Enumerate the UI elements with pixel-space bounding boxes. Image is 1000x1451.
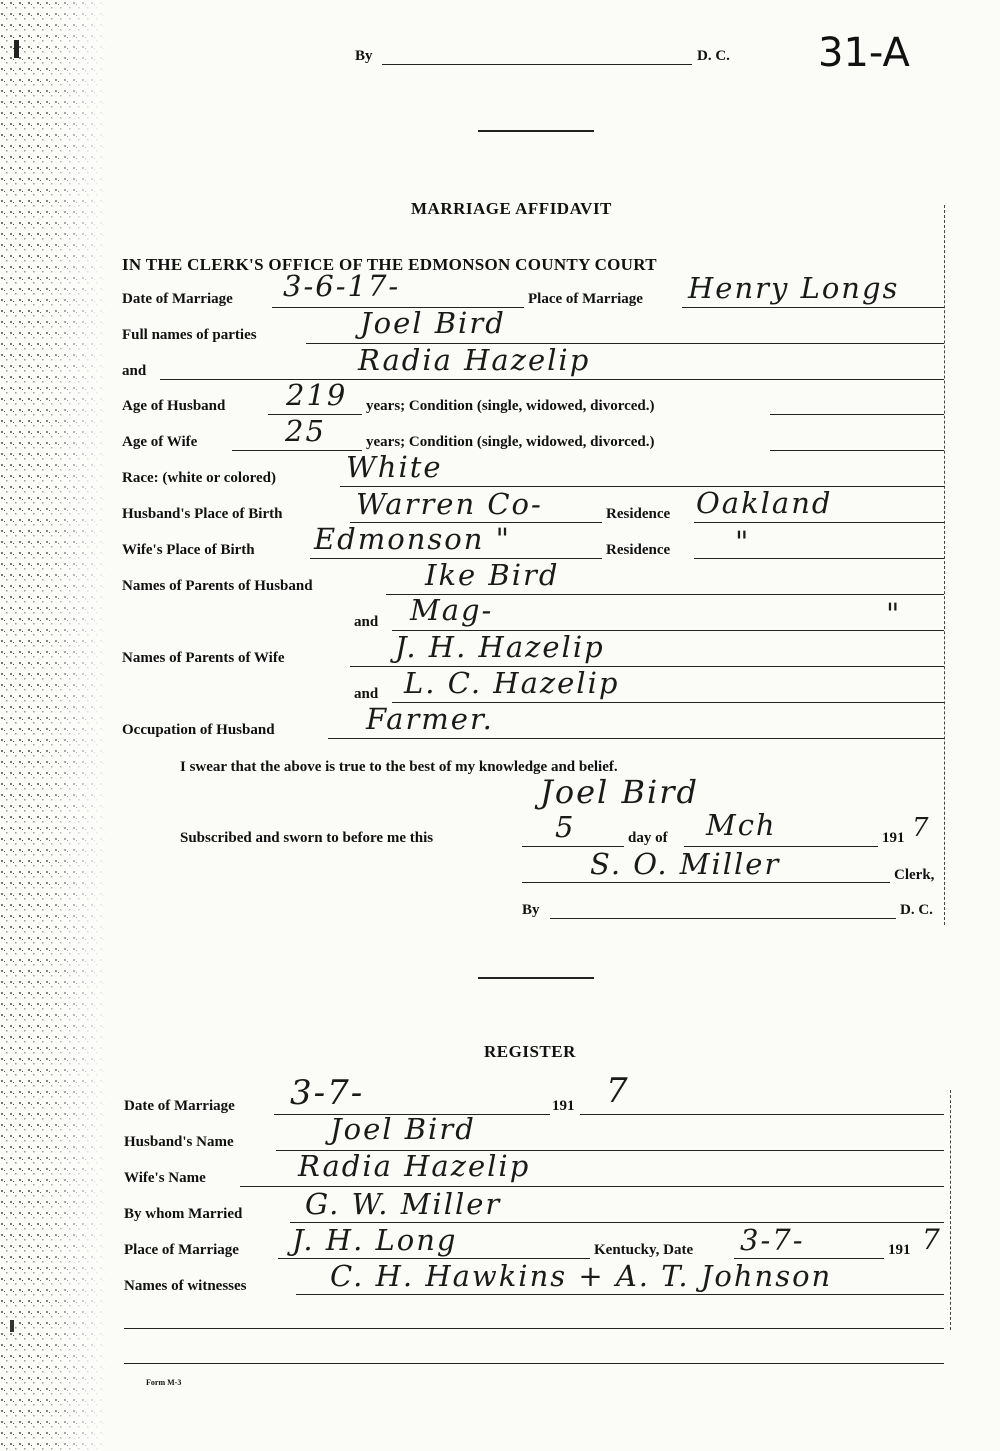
header-divider bbox=[478, 130, 594, 132]
value-register-year-digit: 7 bbox=[606, 1071, 630, 1111]
value-register-kentucky-date: 3-7- bbox=[740, 1223, 805, 1257]
value-wife-mother: L. C. Hazelip bbox=[404, 666, 620, 700]
clerk-signature: S. O. Miller bbox=[590, 847, 781, 881]
label-place-of-marriage: Place of Marriage bbox=[528, 291, 643, 307]
label-year-prefix: 191 bbox=[882, 830, 905, 846]
label-and-wife-mother: and bbox=[354, 686, 379, 702]
label-date-of-marriage: Date of Marriage bbox=[122, 291, 233, 307]
label-register-by-whom: By whom Married bbox=[124, 1206, 243, 1222]
line-wife-residence bbox=[694, 558, 944, 559]
value-register-wife: Radia Hazelip bbox=[298, 1149, 531, 1183]
line-blank-2 bbox=[124, 1363, 944, 1364]
line-husband-residence bbox=[694, 522, 944, 523]
value-occupation: Farmer. bbox=[366, 702, 494, 736]
value-race: White bbox=[346, 450, 443, 484]
line-witnesses bbox=[296, 1294, 944, 1295]
value-register-husband: Joel Bird bbox=[330, 1112, 476, 1146]
label-and-wife: and bbox=[122, 363, 147, 379]
value-place-of-marriage: Henry Longs bbox=[688, 271, 900, 305]
value-husband-father: Ike Bird bbox=[425, 558, 560, 592]
value-husband-residence: Oakland bbox=[696, 486, 833, 520]
line-blank-1 bbox=[124, 1328, 944, 1329]
line-occupation bbox=[328, 738, 944, 739]
label-parents-husband: Names of Parents of Husband bbox=[122, 578, 313, 594]
label-day-of: day of bbox=[628, 830, 668, 846]
form-number: Form M-3 bbox=[146, 1378, 182, 1387]
value-husband-mother: Mag- bbox=[410, 593, 494, 627]
label-register-husband: Husband's Name bbox=[124, 1134, 234, 1150]
value-husband-mother-note: " bbox=[886, 597, 902, 631]
line-age-wife bbox=[232, 450, 362, 451]
value-sworn-year-digit: 7 bbox=[912, 813, 931, 843]
scan-edge-noise bbox=[0, 0, 110, 1451]
value-wife-residence: " bbox=[735, 525, 751, 559]
value-register-date: 3-7- bbox=[290, 1073, 365, 1113]
label-kentucky-date: Kentucky, Date bbox=[594, 1242, 694, 1258]
label-register-year: 191 bbox=[552, 1098, 575, 1114]
court-heading: IN THE CLERK'S OFFICE OF THE EDMONSON COUNTY COURT bbox=[122, 255, 657, 274]
label-condition-husband: years; Condition (single, widowed, divorced.) bbox=[366, 398, 655, 414]
label-age-wife: Age of Wife bbox=[122, 434, 198, 450]
value-sworn-month: Mch bbox=[706, 808, 777, 842]
line-clerk bbox=[522, 882, 890, 883]
label-race: Race: (white or colored) bbox=[122, 470, 276, 486]
oath-text: I swear that the above is true to the best of my knowledge and belief. bbox=[180, 759, 618, 775]
header-by-label: By bbox=[355, 48, 373, 64]
value-sworn-day: 5 bbox=[555, 810, 576, 844]
value-wife-birth: Edmonson " bbox=[314, 522, 511, 556]
label-occupation: Occupation of Husband bbox=[122, 722, 275, 738]
label-full-names: Full names of parties bbox=[122, 327, 257, 343]
affidavit-title: MARRIAGE AFFIDAVIT bbox=[411, 199, 612, 218]
register-divider bbox=[478, 977, 594, 979]
line-condition-wife bbox=[770, 450, 944, 451]
label-condition-wife: years; Condition (single, widowed, divorced.) bbox=[366, 434, 655, 450]
label-age-husband: Age of Husband bbox=[122, 398, 226, 414]
value-age-husband: 219 bbox=[286, 378, 348, 412]
label-register-place: Place of Marriage bbox=[124, 1242, 239, 1258]
value-date-of-marriage: 3-6-17- bbox=[283, 269, 401, 303]
value-register-place: J. H. Long bbox=[292, 1223, 458, 1257]
label-wife-residence: Residence bbox=[606, 542, 671, 558]
label-clerk: Clerk, bbox=[894, 867, 935, 883]
register-title: REGISTER bbox=[484, 1042, 576, 1061]
label-parents-wife: Names of Parents of Wife bbox=[122, 650, 285, 666]
value-register-by-whom: G. W. Miller bbox=[305, 1187, 502, 1221]
right-margin-line-bottom bbox=[950, 1090, 951, 1330]
line-condition-husband bbox=[770, 414, 944, 415]
label-by-dc: By bbox=[522, 902, 540, 918]
line-wife-name bbox=[160, 379, 944, 380]
label-register-year2: 191 bbox=[888, 1242, 911, 1258]
line-by-dc bbox=[550, 918, 896, 919]
right-margin-line-top bbox=[944, 205, 945, 925]
label-witnesses: Names of witnesses bbox=[124, 1278, 247, 1294]
record-number: 31-A bbox=[818, 30, 910, 76]
line-register-year bbox=[580, 1114, 944, 1115]
value-age-wife: 25 bbox=[285, 414, 326, 448]
label-husband-residence: Residence bbox=[606, 506, 671, 522]
label-husband-birth: Husband's Place of Birth bbox=[122, 506, 283, 522]
value-register-year-digit2: 7 bbox=[922, 1223, 942, 1256]
value-husband-name: Joel Bird bbox=[360, 306, 506, 340]
label-register-date: Date of Marriage bbox=[124, 1098, 235, 1114]
header-dc-label: D. C. bbox=[697, 48, 730, 64]
value-husband-birth: Warren Co- bbox=[356, 487, 543, 521]
value-witnesses: C. H. Hawkins + A. T. Johnson bbox=[330, 1259, 833, 1293]
label-and-husband-mother: and bbox=[354, 614, 379, 630]
label-subscribed: Subscribed and sworn to before me this bbox=[180, 830, 434, 846]
value-wife-father: J. H. Hazelip bbox=[395, 630, 605, 664]
value-wife-name: Radia Hazelip bbox=[358, 343, 591, 377]
label-wife-birth: Wife's Place of Birth bbox=[122, 542, 255, 558]
line-place-of-marriage bbox=[682, 307, 944, 308]
header-by-line bbox=[382, 64, 692, 65]
label-register-wife: Wife's Name bbox=[124, 1170, 206, 1186]
husband-signature: Joel Bird bbox=[540, 773, 699, 811]
label-dc: D. C. bbox=[900, 902, 933, 918]
